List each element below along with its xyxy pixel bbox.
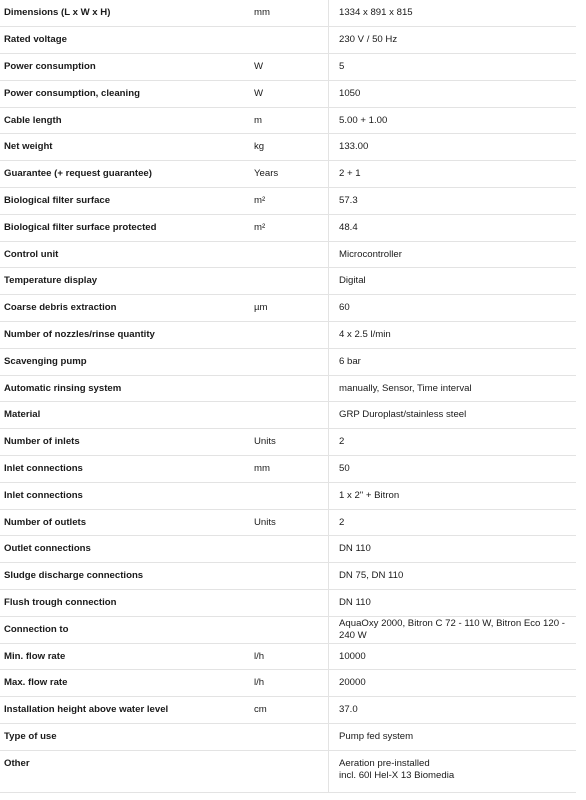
spec-unit: m² — [250, 188, 329, 215]
spec-unit — [250, 750, 329, 792]
spec-unit — [250, 268, 329, 295]
spec-label: Automatic rinsing system — [0, 375, 250, 402]
spec-unit: kg — [250, 134, 329, 161]
spec-value: DN 110 — [329, 536, 577, 563]
spec-label: Cable length — [0, 107, 250, 134]
table-row — [0, 107, 576, 134]
spec-value: 50 — [329, 456, 577, 483]
table-row — [0, 322, 576, 349]
spec-value: 20000 — [329, 670, 577, 697]
table-row — [0, 134, 576, 161]
spec-value: manually, Sensor, Time interval — [329, 375, 577, 402]
spec-label: Number of outlets — [0, 509, 250, 536]
spec-label: Dimensions (L x W x H) — [0, 0, 250, 27]
spec-unit — [250, 482, 329, 509]
spec-value: 2 + 1 — [329, 161, 577, 188]
spec-value: AquaOxy 2000, Bitron C 72 - 110 W, Bitron Eco 120 - 240 W — [329, 616, 577, 643]
table-row — [0, 375, 576, 402]
table-row — [0, 80, 576, 107]
spec-label: Control unit — [0, 241, 250, 268]
spec-label: Temperature display — [0, 268, 250, 295]
spec-value: 10000 — [329, 643, 577, 670]
spec-unit: m² — [250, 214, 329, 241]
spec-unit: Years — [250, 161, 329, 188]
table-row — [0, 188, 576, 215]
spec-label: Other — [0, 750, 250, 792]
spec-unit — [250, 348, 329, 375]
spec-label: Material — [0, 402, 250, 429]
spec-value: 48.4 — [329, 214, 577, 241]
spec-value: 4 x 2.5 l/min — [329, 322, 577, 349]
spec-value: 5 — [329, 54, 577, 81]
spec-label: Outlet connections — [0, 536, 250, 563]
spec-unit: cm — [250, 697, 329, 724]
spec-label: Sludge discharge connections — [0, 563, 250, 590]
spec-value: DN 75, DN 110 — [329, 563, 577, 590]
table-row — [0, 268, 576, 295]
spec-label: Max. flow rate — [0, 670, 250, 697]
spec-value: Digital — [329, 268, 577, 295]
spec-label: Biological filter surface — [0, 188, 250, 215]
table-row — [0, 616, 576, 643]
table-row — [0, 509, 576, 536]
spec-unit — [250, 616, 329, 643]
spec-value: 1334 x 891 x 815 — [329, 0, 577, 27]
spec-label: Biological filter surface protected — [0, 214, 250, 241]
table-row — [0, 724, 576, 751]
spec-unit: µm — [250, 295, 329, 322]
spec-value: 133.00 — [329, 134, 577, 161]
spec-value: 6 bar — [329, 348, 577, 375]
table-row — [0, 670, 576, 697]
spec-value: GRP Duroplast/stainless steel — [329, 402, 577, 429]
spec-unit: mm — [250, 456, 329, 483]
spec-label: Number of inlets — [0, 429, 250, 456]
spec-label: Installation height above water level — [0, 697, 250, 724]
table-row — [0, 54, 576, 81]
table-row — [0, 0, 576, 27]
table-row — [0, 590, 576, 617]
spec-label: Power consumption, cleaning — [0, 80, 250, 107]
spec-value: 5.00 + 1.00 — [329, 107, 577, 134]
spec-unit: W — [250, 80, 329, 107]
table-row — [0, 27, 576, 54]
spec-unit — [250, 375, 329, 402]
spec-label: Number of nozzles/rinse quantity — [0, 322, 250, 349]
spec-label: Connection to — [0, 616, 250, 643]
spec-label: Inlet connections — [0, 456, 250, 483]
spec-unit — [250, 27, 329, 54]
spec-value-multiline — [329, 750, 577, 792]
spec-label: Flush trough connection — [0, 590, 250, 617]
spec-label: Inlet connections — [0, 482, 250, 509]
spec-unit — [250, 724, 329, 751]
table-row — [0, 697, 576, 724]
table-row — [0, 456, 576, 483]
spec-unit — [250, 536, 329, 563]
spec-unit: W — [250, 54, 329, 81]
table-row — [0, 482, 576, 509]
spec-unit — [250, 563, 329, 590]
spec-label: Scavenging pump — [0, 348, 250, 375]
spec-unit — [250, 322, 329, 349]
spec-label: Net weight — [0, 134, 250, 161]
table-row — [0, 536, 576, 563]
spec-unit — [250, 241, 329, 268]
spec-value: 1050 — [329, 80, 577, 107]
spec-value: 60 — [329, 295, 577, 322]
spec-value: DN 110 — [329, 590, 577, 617]
spec-value-line: incl. 60l Hel-X 13 Biomedia — [339, 769, 455, 781]
table-row — [0, 295, 576, 322]
spec-unit: mm — [250, 0, 329, 27]
table-row — [0, 563, 576, 590]
table-row — [0, 402, 576, 429]
spec-value: Microcontroller — [329, 241, 577, 268]
spec-unit — [250, 590, 329, 617]
spec-value: 37.0 — [329, 697, 577, 724]
table-row — [0, 241, 576, 268]
spec-value: 2 — [329, 509, 577, 536]
table-row — [0, 348, 576, 375]
spec-value: Pump fed system — [329, 724, 577, 751]
spec-unit: m — [250, 107, 329, 134]
spec-value: 230 V / 50 Hz — [329, 27, 577, 54]
spec-unit: Units — [250, 429, 329, 456]
spec-unit — [250, 402, 329, 429]
table-row — [0, 214, 576, 241]
spec-value: 2 — [329, 429, 577, 456]
table-row — [0, 429, 576, 456]
spec-value-line: Aeration pre-installed — [339, 757, 430, 769]
spec-unit: l/h — [250, 670, 329, 697]
spec-label: Type of use — [0, 724, 250, 751]
spec-label: Guarantee (+ request guarantee) — [0, 161, 250, 188]
spec-label: Power consumption — [0, 54, 250, 81]
spec-unit: Units — [250, 509, 329, 536]
table-row — [0, 643, 576, 670]
spec-value: 57.3 — [329, 188, 577, 215]
table-row-other — [0, 750, 576, 792]
table-row — [0, 161, 576, 188]
spec-label: Coarse debris extraction — [0, 295, 250, 322]
spec-value: 1 x 2" + Bitron — [329, 482, 577, 509]
spec-label: Min. flow rate — [0, 643, 250, 670]
spec-label: Rated voltage — [0, 27, 250, 54]
spec-unit: l/h — [250, 643, 329, 670]
